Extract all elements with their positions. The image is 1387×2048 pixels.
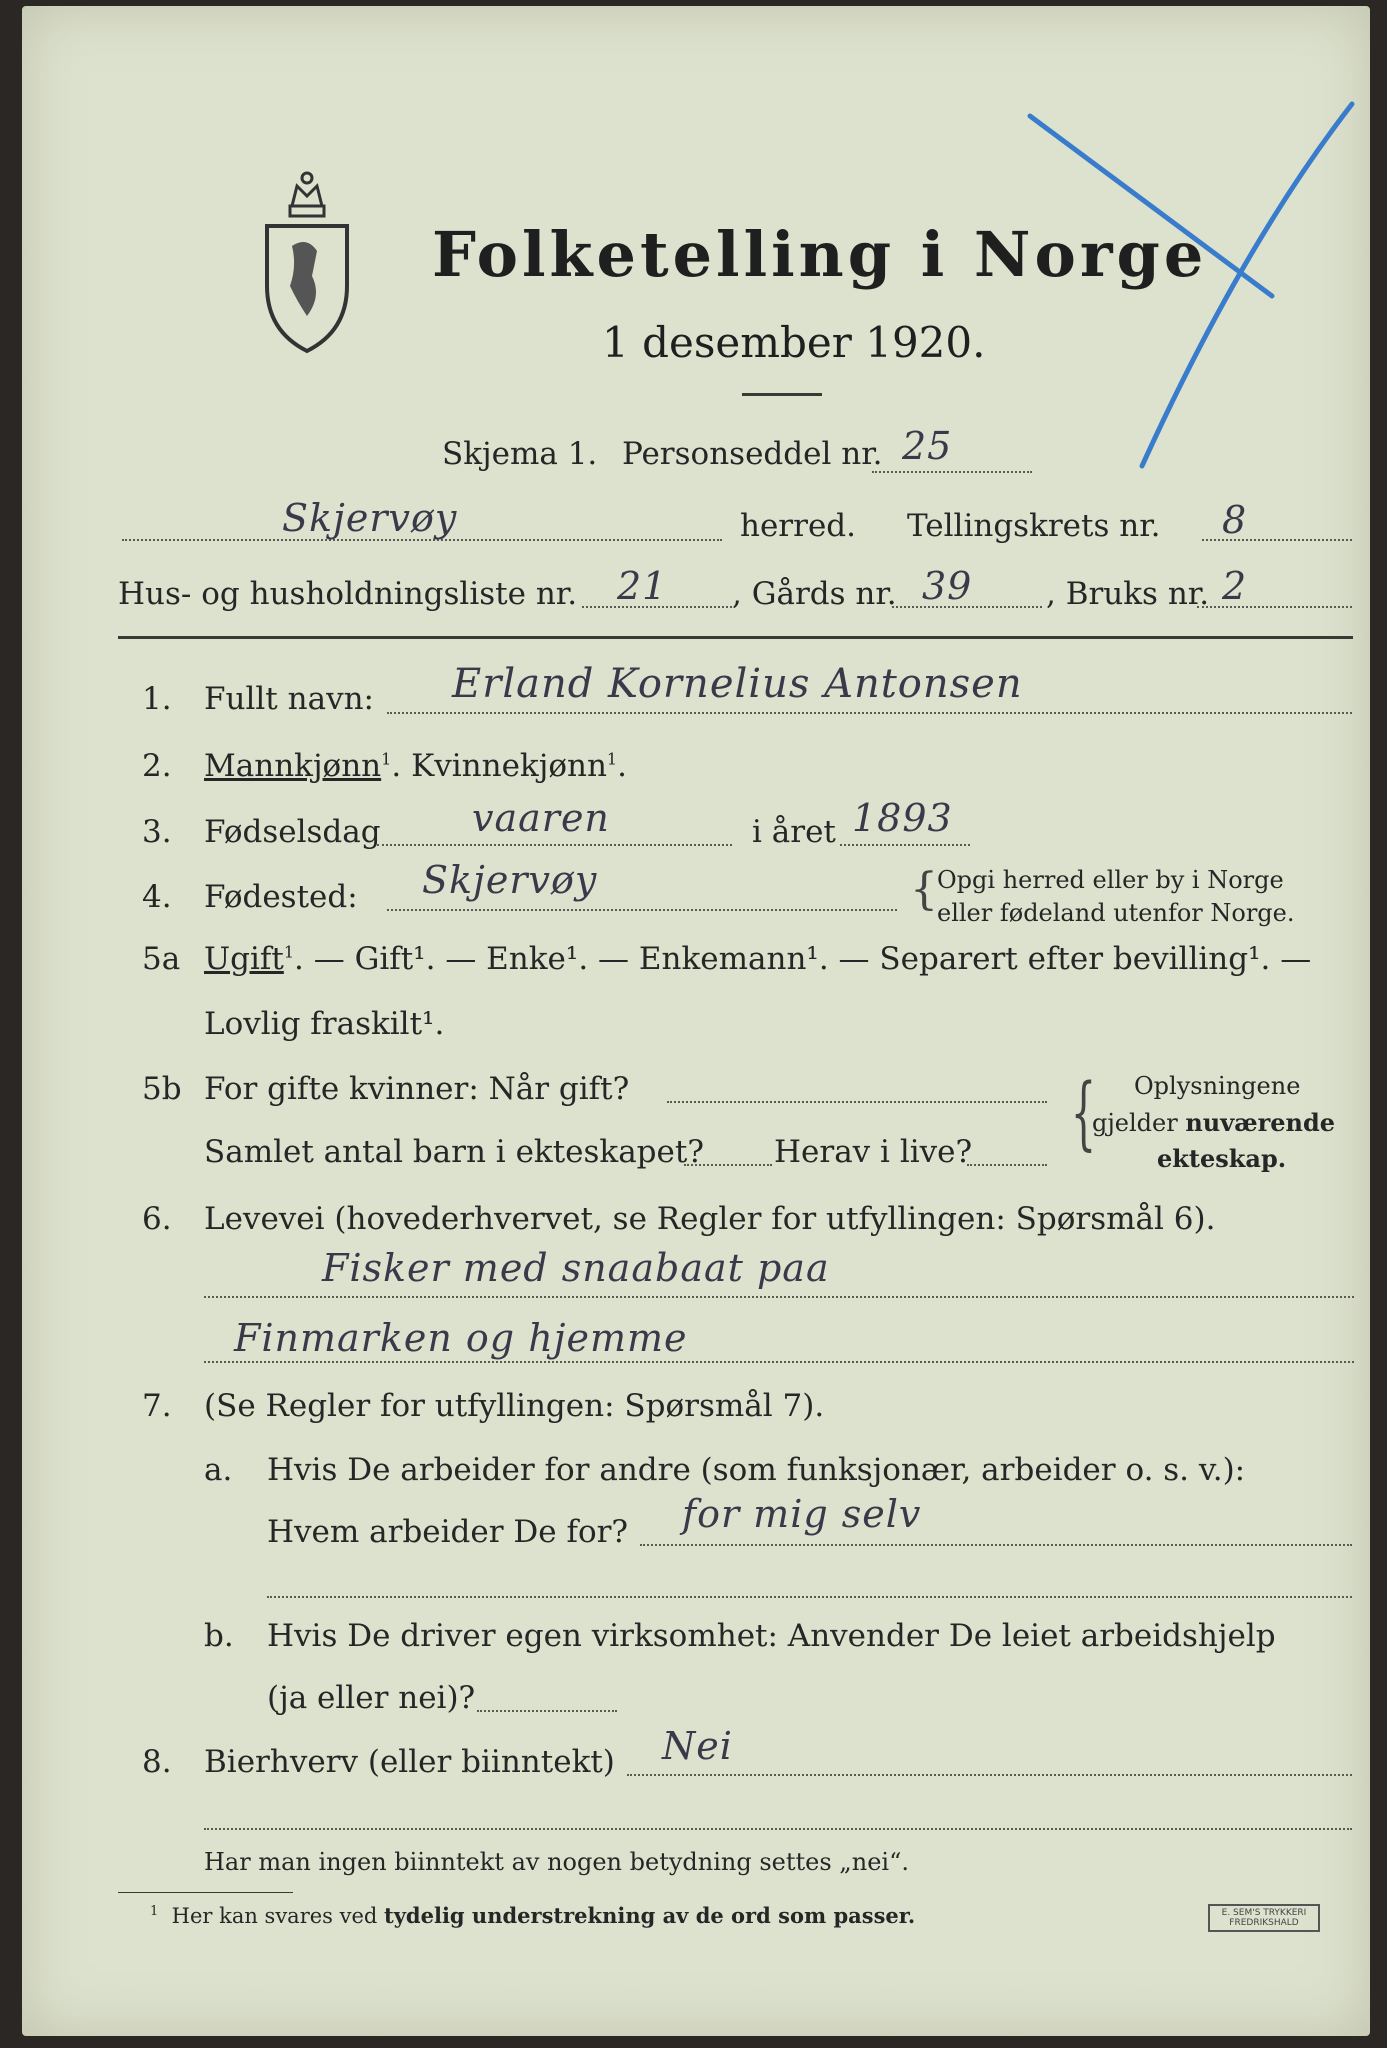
q3-number: 3.: [142, 814, 172, 850]
q3-answer: vaaren: [472, 796, 610, 840]
header-rule: [118, 636, 1353, 639]
q4-brace: {: [910, 864, 938, 915]
q2-options: Mannkjønn$^1$. Kvinnekjønn$^1$.: [204, 748, 627, 784]
q4-note-1: Opgi herred eller by i Norge: [937, 866, 1284, 894]
q6-answer-2: Finmarken og hjemme: [234, 1316, 688, 1360]
q5b-number: 5b: [142, 1071, 182, 1107]
q6-line-2: [204, 1361, 1354, 1363]
q6-answer-1: Fisker med snaabaat paa: [322, 1246, 830, 1290]
q7b-text: Hvis De driver egen virksomhet: Anvender De leiet arbeidshjelp: [267, 1618, 1276, 1654]
q8-answer: Nei: [662, 1724, 733, 1768]
personseddel-label: Personseddel nr.: [622, 436, 883, 472]
coat-of-arms-icon: [262, 166, 352, 356]
q7a-letter: a.: [204, 1452, 233, 1488]
q6-line-1: [204, 1296, 1354, 1298]
q7-number: 7.: [142, 1388, 172, 1424]
q7-label: (Se Regler for utfyllingen: Spørsmål 7).: [204, 1388, 825, 1424]
q2-kvinnekjonn: Kvinnekjønn: [411, 748, 607, 784]
personseddel-line: [872, 471, 1032, 473]
form-title: Folketelling i Norge: [432, 218, 1208, 291]
q5b-note-1: Oplysningene: [1134, 1072, 1301, 1100]
q7a-answer: for mig selv: [682, 1492, 922, 1536]
q8-label: Bierhverv (eller biinntekt): [204, 1744, 615, 1780]
herred-label: herred.: [740, 508, 856, 544]
q8-number: 8.: [142, 1744, 172, 1780]
footer-note: Har man ingen biinntekt av nogen betydning settes „nei“.: [204, 1848, 909, 1876]
census-date: 1 desember 1920.: [602, 318, 986, 367]
q5b-line-3: [967, 1164, 1047, 1166]
gards-value: 39: [922, 564, 973, 608]
q1-answer: Erland Kornelius Antonsen: [452, 661, 1023, 707]
census-form: [22, 6, 1370, 2036]
q5b-label-2: Samlet antal barn i ekteskapet?: [204, 1134, 704, 1170]
printer-stamp: E. SEM'S TRYKKERI FREDRIKSHALD: [1208, 1904, 1320, 1932]
q5b-line-1: [667, 1101, 1047, 1103]
q5a-number: 5a: [142, 941, 181, 977]
q5b-brace: {: [1070, 1066, 1097, 1159]
q7a-line-2: [267, 1596, 1352, 1598]
q1-label: Fullt navn:: [204, 681, 374, 717]
q1-line: [387, 712, 1352, 714]
bruks-value: 2: [1222, 564, 1248, 608]
gards-label: , Gårds nr.: [732, 576, 897, 612]
q2-mannkjonn: Mannkjønn: [204, 748, 382, 784]
q5a-ugift: Ugift: [204, 941, 284, 977]
husliste-label: Hus- og husholdningsliste nr.: [118, 576, 578, 612]
q4-note-2: eller fødeland utenfor Norge.: [937, 899, 1295, 927]
bruks-line: [1197, 606, 1352, 608]
q1-number: 1.: [142, 681, 172, 717]
q4-line: [387, 909, 897, 911]
q5b-label-3: Herav i live?: [774, 1134, 973, 1170]
q5b-line-2: [684, 1164, 772, 1166]
personseddel-value: 25: [902, 424, 953, 468]
bruks-label: , Bruks nr.: [1046, 576, 1210, 612]
footnote: $^1$ Her kan svares ved tydelig understrekning av de ord som passer.: [150, 1903, 916, 1928]
q4-number: 4.: [142, 879, 172, 915]
q3-aaret-line: [840, 844, 970, 846]
q5b-label-1: For gifte kvinner: Når gift?: [204, 1071, 630, 1107]
skjema-label: Skjema 1.: [442, 436, 598, 472]
q7b-line: [477, 1710, 617, 1712]
q7a-line-1: [640, 1544, 1352, 1546]
q2-number: 2.: [142, 748, 172, 784]
q4-label: Fødested:: [204, 879, 358, 915]
q4-answer: Skjervøy: [422, 858, 598, 902]
q7a-text: Hvis De arbeider for andre (som funksjonær, arbeider o. s. v.):: [267, 1452, 1246, 1488]
q3-aaret-value: 1893: [852, 796, 953, 840]
divider: [742, 393, 822, 396]
herred-value: Skjervøy: [282, 496, 458, 540]
q6-label: Levevei (hovederhvervet, se Regler for utfyllingen: Spørsmål 6).: [204, 1201, 1216, 1237]
q7a-question: Hvem arbeider De for?: [267, 1514, 629, 1550]
q5b-note-3: ekteskap.: [1157, 1144, 1287, 1173]
q6-number: 6.: [142, 1201, 172, 1237]
blue-pencil-cross-icon: [1022, 96, 1362, 476]
q5a-line2: Lovlig fraskilt¹.: [204, 1006, 445, 1042]
q8-line-1: [627, 1774, 1352, 1776]
husliste-value: 21: [617, 564, 668, 608]
q3-line: [377, 844, 732, 846]
q3-label: Fødselsdag: [204, 814, 381, 850]
q7b-question: (ja eller nei)?: [267, 1680, 476, 1716]
q5a-options: Ugift$^1$. — Gift¹. — Enke¹. — Enkemann¹. — Separert efter bevilling¹. —: [204, 941, 1312, 977]
q8-line-2: [204, 1828, 1352, 1830]
footnote-rule: [118, 1892, 293, 1893]
q3-aaret-label: i året: [752, 814, 836, 850]
tellingskrets-value: 8: [1222, 498, 1248, 542]
q7b-letter: b.: [204, 1618, 234, 1654]
q5b-note-2: gjelder nuværende: [1092, 1108, 1336, 1137]
tellingskrets-label: Tellingskrets nr.: [907, 508, 1161, 544]
